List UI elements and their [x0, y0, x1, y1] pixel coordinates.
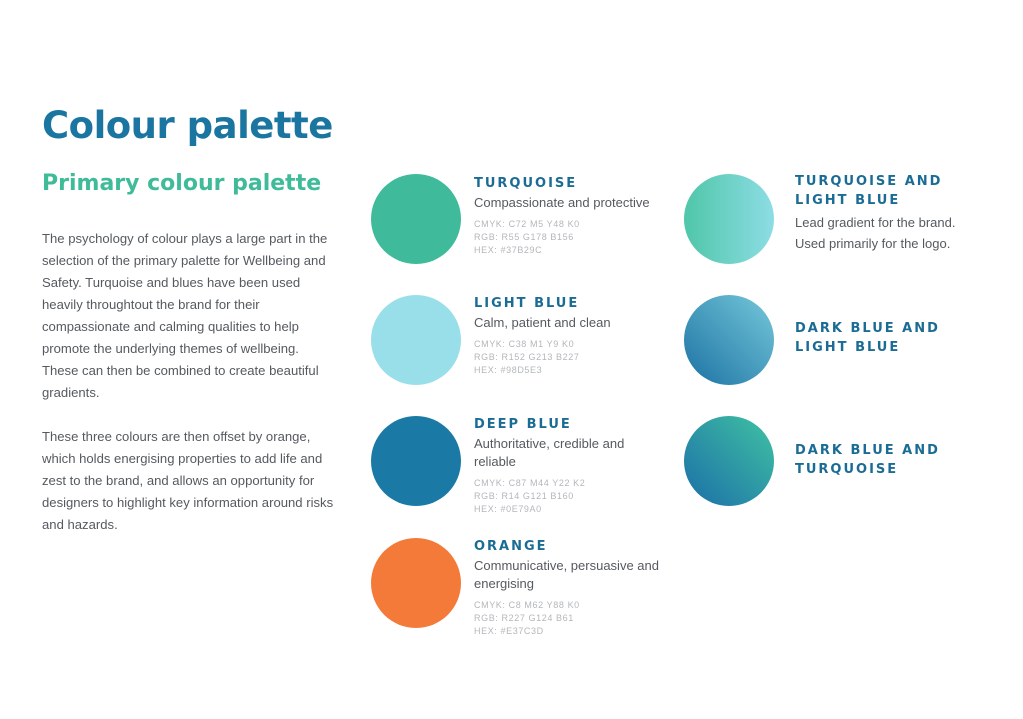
gradient-name: DARK BLUE AND TURQUOISE [795, 443, 940, 477]
hex-value: HEX: #0E79A0 [474, 504, 542, 514]
hex-value: HEX: #37B29C [474, 245, 543, 255]
gradient-circle [684, 295, 774, 385]
gradient-description-line: Used primarily for the logo. [795, 236, 951, 251]
page-title: Colour palette [42, 104, 333, 147]
rgb-value: RGB: R14 G121 B160 [474, 491, 574, 501]
gradient-description [795, 212, 995, 254]
swatch-circle [371, 538, 461, 628]
gradient-name: DARK BLUE AND LIGHT BLUE [795, 321, 940, 355]
swatch-circle [371, 416, 461, 506]
gradient-description-line: Lead gradient for the brand. [795, 215, 956, 230]
cmyk-value: CMYK: C87 M44 Y22 K2 [474, 478, 586, 488]
colour-codes [474, 599, 674, 638]
rgb-value: RGB: R227 G124 B61 [474, 613, 574, 623]
gradient-circle [684, 174, 774, 264]
cmyk-value: CMYK: C38 M1 Y9 K0 [474, 339, 575, 349]
colour-name: DEEP BLUE [474, 417, 572, 432]
swatch-circle [371, 295, 461, 385]
gradient-circle [684, 416, 774, 506]
rgb-value: RGB: R152 G213 B227 [474, 352, 580, 362]
gradient-name: TURQUOISE AND LIGHT BLUE [795, 174, 943, 208]
section-title: Primary colour palette [42, 171, 322, 196]
colour-description: Calm, patient and clean [474, 315, 611, 330]
swatch-circle [371, 174, 461, 264]
rgb-value: RGB: R55 G178 B156 [474, 232, 574, 242]
colour-codes [474, 218, 684, 257]
intro-paragraph: The psychology of colour plays a large part in the selection of the primary palette for Wellbeing and Safety. Turquoise and blues have been used heavily throughtout the brand for their compassionate and calming qualities to help promote the underlying themes of wellbeing. These can then be combined to create beautiful gradients. [42, 231, 328, 400]
colour-description: Compassionate and protective [474, 195, 650, 210]
cmyk-value: CMYK: C72 M5 Y48 K0 [474, 219, 580, 229]
hex-value: HEX: #E37C3D [474, 626, 544, 636]
intro-text [42, 228, 334, 558]
colour-codes [474, 338, 684, 377]
colour-name: ORANGE [474, 539, 548, 554]
hex-value: HEX: #98D5E3 [474, 365, 543, 375]
colour-description: Authoritative, credible and reliable [474, 436, 625, 469]
intro-paragraph: These three colours are then offset by orange, which holds energising properties to add life and zest to the brand, and allows an opportunity for designers to highlight key information around risks and hazards. [42, 429, 334, 532]
cmyk-value: CMYK: C8 M62 Y88 K0 [474, 600, 580, 610]
colour-codes [474, 477, 669, 516]
colour-name: LIGHT BLUE [474, 296, 580, 311]
colour-description: Communicative, persuasive and energising [474, 558, 659, 591]
colour-name: TURQUOISE [474, 176, 578, 191]
